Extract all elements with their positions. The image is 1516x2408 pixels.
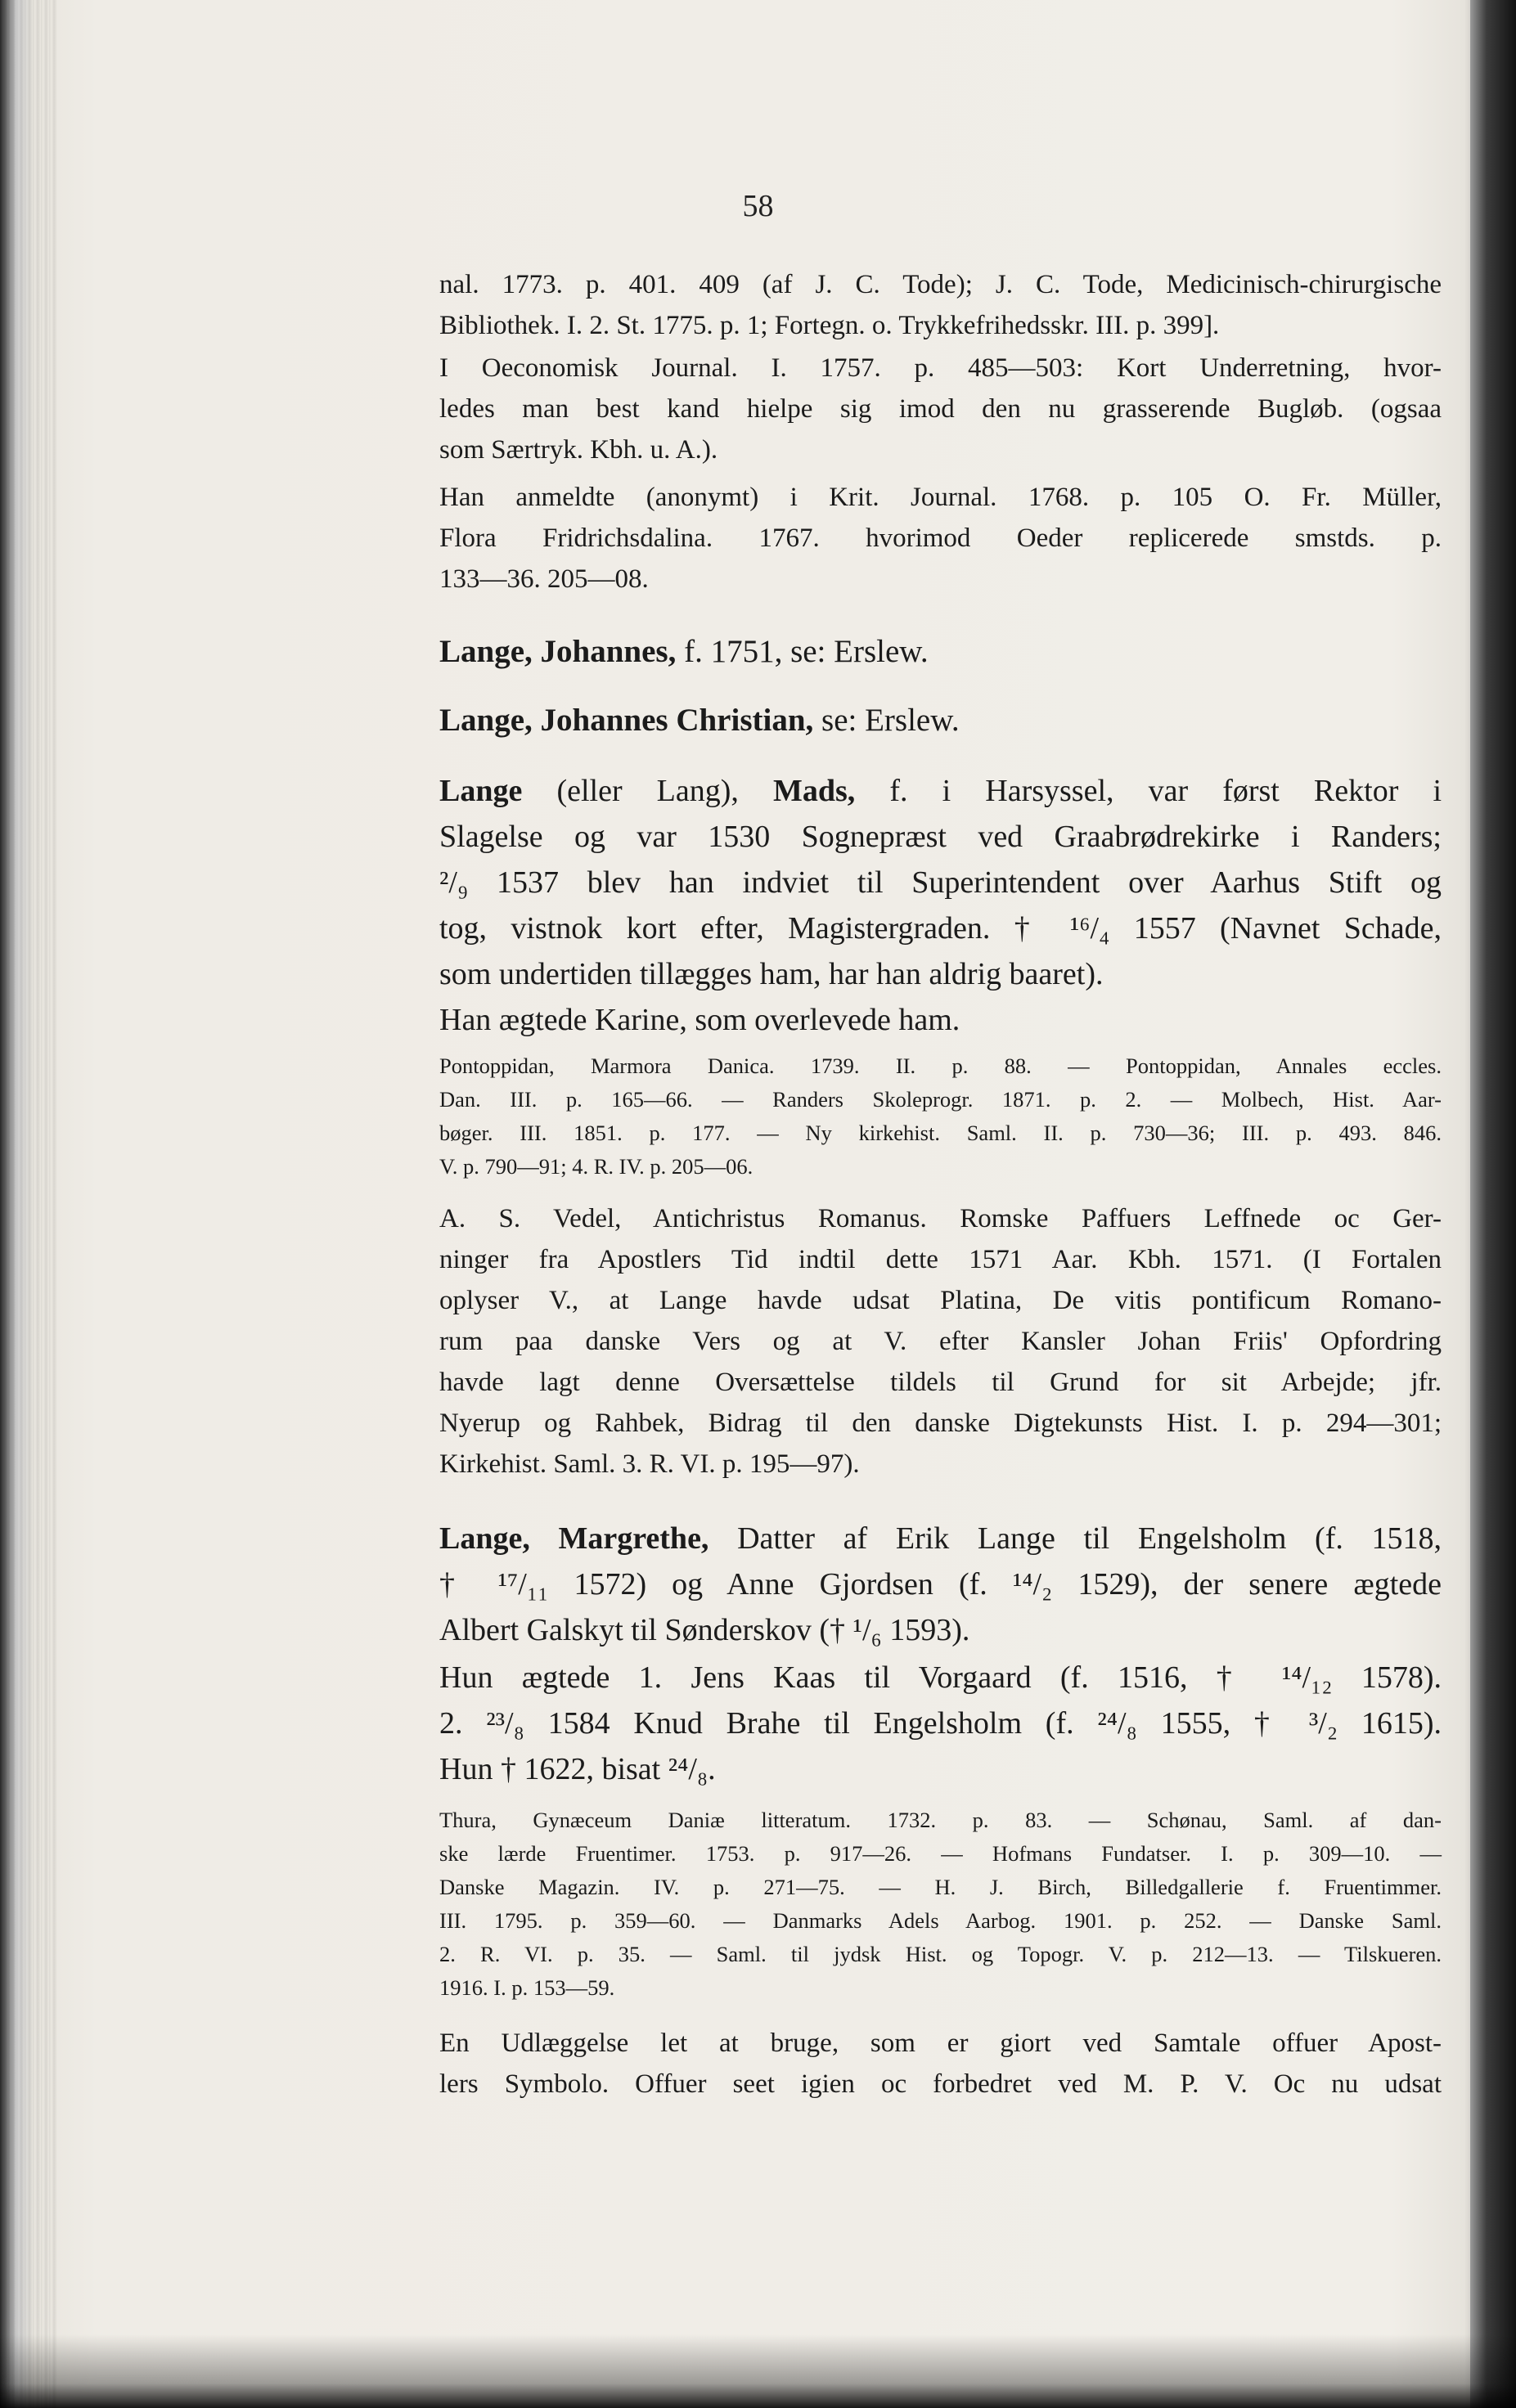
paragraph-continuation xyxy=(439,264,1442,346)
citation-line: 2. R. VI. p. 35. — Saml. til jydsk Hist. og Topogr. V. p. 212—13. — Tilskueren. xyxy=(439,1942,1442,1966)
text-line: Slagelse og var 1530 Sognepræst ved Graabrødrekirke i Randers; xyxy=(439,820,1442,854)
entry-text: f. 1751, se: Erslew. xyxy=(676,634,929,669)
entry-lange-johannes-christian xyxy=(439,698,1442,744)
text-line: ninger fra Apostlers Tid indtil dette 1571 Aar. Kbh. 1571. (I Fortalen xyxy=(439,1245,1442,1274)
entry-heading: Lange, Johannes Christian, xyxy=(439,703,814,738)
text-line: som Særtryk. Kbh. u. A.). xyxy=(439,435,718,465)
scan-right-border xyxy=(1470,0,1516,2408)
text-line: havde lagt denne Oversættelse tildels til Grund for sit Arbejde; jfr. xyxy=(439,1368,1442,1397)
text-line: tog, vistnok kort efter, Magistergraden. † ¹⁶/₄ 1557 (Navnet Schade, xyxy=(439,911,1442,946)
text-line: † ¹⁷/₁₁ 1572) og Anne Gjordsen (f. ¹⁴/₂ 1529), der senere ægtede xyxy=(439,1567,1442,1602)
text-line: I Oeconomisk Journal. I. 1757. p. 485—503: Kort Underretning, hvor- xyxy=(439,353,1442,383)
citation-line: 1916. I. p. 153—59. xyxy=(439,1975,615,2000)
entry-lange-margrethe xyxy=(439,1516,1442,1653)
text-line: som undertiden tillægges ham, har han aldrig baaret). xyxy=(439,957,1104,991)
citation-line: ske lærde Fruentimer. 1753. p. 917—26. — Hofmans Fundatser. I. p. 309—10. — xyxy=(439,1841,1442,1866)
page-edge-shadow xyxy=(0,0,57,2408)
paragraph-karine xyxy=(439,997,1442,1043)
page-body xyxy=(439,264,1442,2105)
text-line: En Udlæggelse let at bruge, som er giort ved Samtale offuer Apost- xyxy=(439,2028,1442,2058)
citations-margrethe xyxy=(439,1804,1442,2005)
citation-line: Danske Magazin. IV. p. 271—75. — H. J. Birch, Billedgallerie f. Fruentimmer. xyxy=(439,1875,1442,1899)
paragraph-krit-journal xyxy=(439,477,1442,600)
text-line: 133—36. 205—08. xyxy=(439,564,649,594)
text-line: oplyser V., at Lange havde udsat Platina, De vitis pontificum Romano- xyxy=(439,1286,1442,1315)
entry-lange-mads xyxy=(439,768,1442,997)
text-line: Albert Galskyt til Sønderskov († ¹/₆ 1593). xyxy=(439,1613,970,1647)
text-line: A. S. Vedel, Antichristus Romanus. Romske Paffuers Leffnede oc Ger- xyxy=(439,1204,1442,1233)
scan-bottom-border xyxy=(0,2334,1516,2408)
text-line: rum paa danske Vers og at V. efter Kansler Johan Friis' Opfordring xyxy=(439,1327,1442,1356)
citation-line: Pontoppidan, Marmora Danica. 1739. II. p. 88. — Pontoppidan, Annales eccles. xyxy=(439,1054,1442,1078)
text-line: 2. ²³/₈ 1584 Knud Brahe til Engelsholm (f. ²⁴/₈ 1555, † ³/₂ 1615). xyxy=(439,1706,1442,1741)
text-line: Lange (eller Lang), Mads, f. i Harsyssel, var først Rektor i xyxy=(439,774,1442,808)
citation-line: bøger. III. 1851. p. 177. — Ny kirkehist. Saml. II. p. 730—36; III. p. 493. 846. xyxy=(439,1121,1442,1145)
text-line: lers Symbolo. Offuer seet igien oc forbedret ved M. P. V. Oc nu udsat xyxy=(439,2069,1442,2099)
text-line: Han anmeldte (anonymt) i Krit. Journal. 1768. p. 105 O. Fr. Müller, xyxy=(439,483,1442,512)
entry-heading: Lange, Johannes, xyxy=(439,634,677,669)
paragraph-udlaeggelse xyxy=(439,2023,1442,2105)
citation-line: V. p. 790—91; 4. R. IV. p. 205—06. xyxy=(439,1154,754,1179)
paragraph-vedel xyxy=(439,1198,1442,1485)
text-line: Nyerup og Rahbek, Bidrag til den danske Digtekunsts Hist. I. p. 294—301; xyxy=(439,1408,1442,1438)
citation-line: Thura, Gynæceum Daniæ litteratum. 1732. p. 83. — Schønau, Saml. af dan- xyxy=(439,1808,1442,1832)
citations-mads xyxy=(439,1049,1442,1184)
text-line: nal. 1773. p. 401. 409 (af J. C. Tode); J. C. Tode, Medicinisch-chirurgische xyxy=(439,270,1442,299)
text-line: Flora Fridrichsdalina. 1767. hvorimod Oeder replicerede smstds. p. xyxy=(439,523,1442,553)
text-line: Han ægtede Karine, som overlevede ham. xyxy=(439,1003,960,1037)
text-line: ²/₉ 1537 blev han indviet til Superintendent over Aarhus Stift og xyxy=(439,865,1442,900)
text-line: Lange, Margrethe, Datter af Erik Lange til Engelsholm (f. 1518, xyxy=(439,1521,1442,1556)
citation-line: III. 1795. p. 359—60. — Danmarks Adels Aarbog. 1901. p. 252. — Danske Saml. xyxy=(439,1908,1442,1933)
paragraph-oeconomisk-journal xyxy=(439,348,1442,470)
entry-text: se: Erslew. xyxy=(813,703,960,738)
text-line: ledes man best kand hielpe sig imod den nu grasserende Bugløb. (ogsaa xyxy=(439,394,1442,424)
entry-lange-johannes xyxy=(439,629,1442,675)
text-line: Hun ægtede 1. Jens Kaas til Vorgaard (f. 1516, † ¹⁴/₁₂ 1578). xyxy=(439,1660,1442,1695)
paragraph-margrethe-marriages xyxy=(439,1655,1442,1792)
text-line: Bibliothek. I. 2. St. 1775. p. 1; Fortegn. o. Trykkefrihedsskr. III. p. 399]. xyxy=(439,311,1220,340)
citation-line: Dan. III. p. 165—66. — Randers Skoleprogr. 1871. p. 2. — Molbech, Hist. Aar- xyxy=(439,1087,1442,1112)
page-number: 58 xyxy=(742,189,774,223)
text-line: Hun † 1622, bisat ²⁴/₈. xyxy=(439,1752,716,1786)
text-line: Kirkehist. Saml. 3. R. VI. p. 195—97). xyxy=(439,1449,860,1479)
